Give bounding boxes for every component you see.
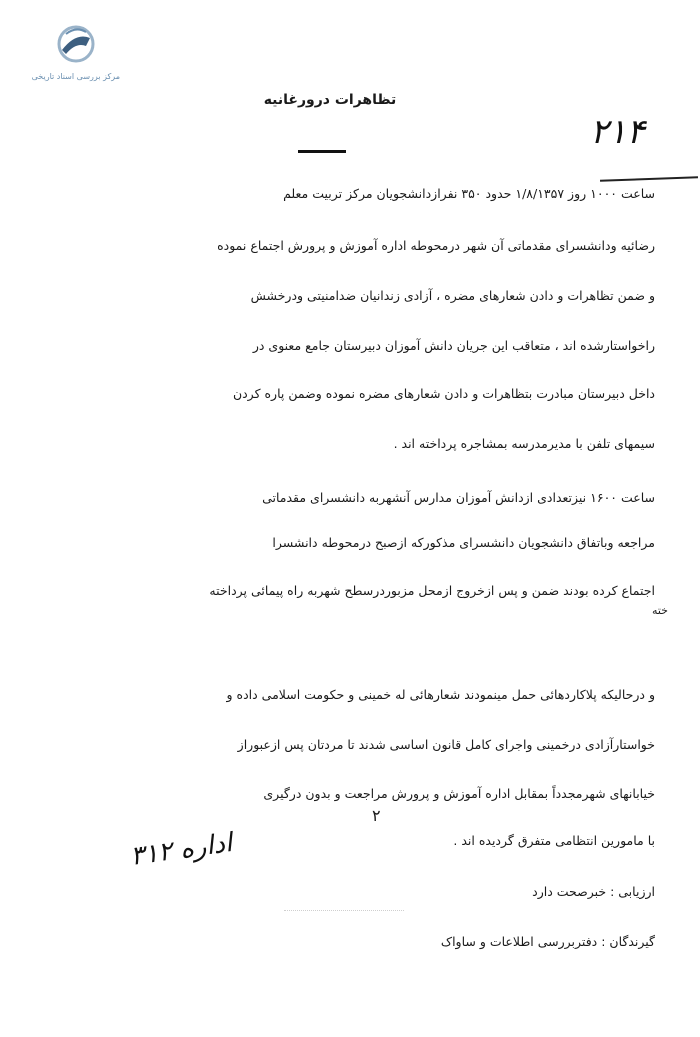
body-line-12: خیابانهای شهرمجدداً بمقابل اداره آموزش و پرورش مراجعت و بدون درگیری [263, 786, 655, 801]
reference-number: ۲۱۴ [590, 112, 645, 152]
title-rule [298, 150, 346, 153]
body-line-4: راخواستارشده اند ، متعاقب این جریان دانش آموزان دبیرستان جامع معنوی در [252, 338, 655, 353]
document-title: تظاهرات درورغانیه [263, 92, 397, 108]
logo-caption: مرکز بررسی اسناد تاریخی [31, 72, 120, 81]
body-line-8: مراجعه وباتفاق دانشجویان دانشسرای مذکورکه ازصبح درمحوطه دانشسرا [272, 535, 655, 550]
body-line-11: خواستارآزادی درخمینی واجرای کامل قانون اساسی شدند تا مردتان پس ازعبوراز [237, 737, 655, 752]
body-line-5: داخل دبیرستان مبادرت بتظاهرات و دادن شعارهای مضره نموده وضمن پاره کردن [232, 386, 655, 401]
body-line-3: و ضمن تظاهرات و دادن شعارهای مضره ، آزادی زندانیان ضدامنیتی ودرخشش [250, 288, 655, 303]
evaluation-line: ارزیابی : خبرصحت دارد [532, 884, 655, 899]
body-line-7: ساعت ۱۶۰۰ نیزتعدادی ازدانش آموزان مدارس آنشهربه دانشسرای مقدماتی [262, 490, 655, 505]
body-line-9: اجتماع کرده بودند ضمن و پس ازخروج ازمحل مزبوردرسطح شهربه راه پیمائی پرداخته [209, 583, 655, 598]
handwritten-signature: اداره ۳۱۲ [128, 828, 234, 872]
reference-underline [600, 176, 698, 181]
page-number: ۲ [372, 806, 381, 825]
body-line-13: با مامورین انتظامی متفرق گردیده اند . [453, 833, 655, 848]
body-line-10: و درحالیکه پلاکاردهائی حمل مینمودند شعارهائی له خمینی و حکومت اسلامی داده و [226, 687, 655, 702]
body-line-2: رضائیه ودانشسرای مقدماتی آن شهر درمحوطه اداره آموزش و پرورش اجتماع نموده [217, 238, 655, 253]
body-line-1: ساعت ۱۰۰۰ روز ۱/۸/۱۳۵۷ حدود ۳۵۰ نفرازدانشجویان مرکز تربیت معلم [283, 186, 655, 201]
body-line-6: سیمهای تلفن با مدیرمدرسه بمشاجره پرداخته اند . [393, 436, 655, 451]
redacted-area [284, 910, 404, 919]
recipients-line: گیرندگان : دفتربررسی اطلاعات و ساواک [440, 934, 655, 949]
archive-logo [32, 22, 120, 92]
margin-note: خته [651, 604, 668, 617]
archive-logo-icon [56, 22, 96, 68]
